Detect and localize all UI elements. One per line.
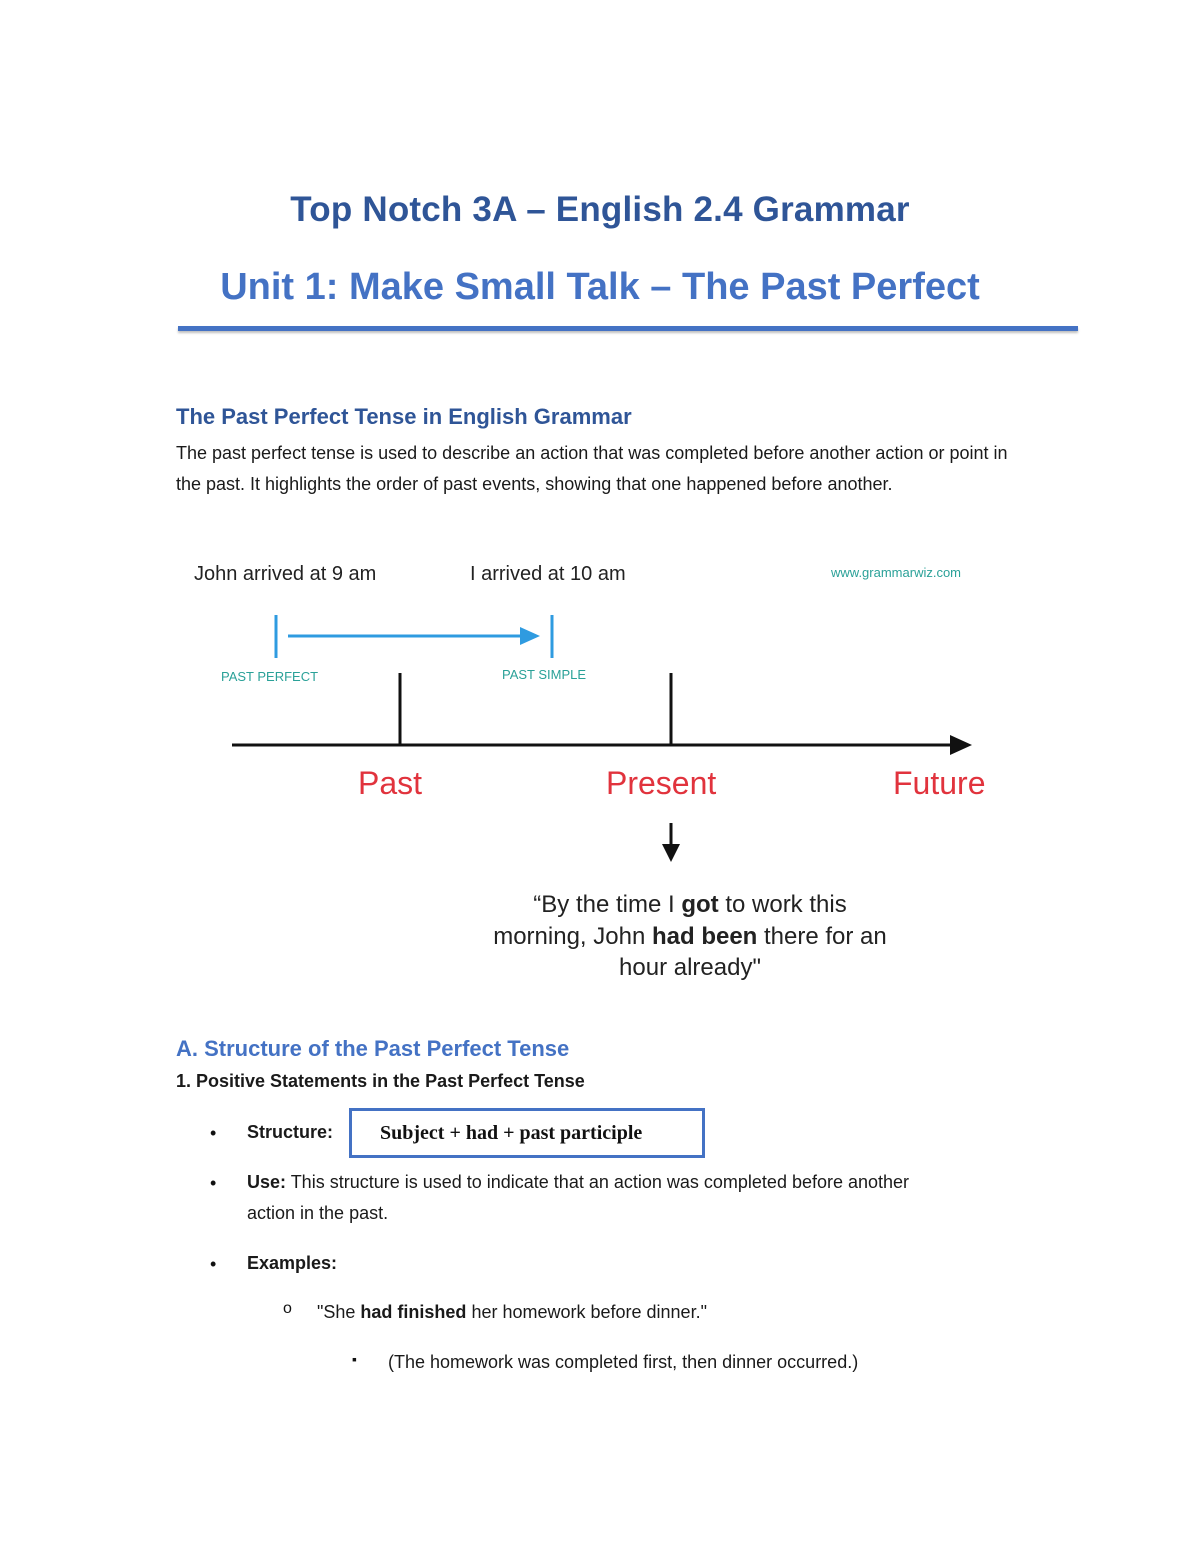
document-subtitle: Unit 1: Make Small Talk – The Past Perfect bbox=[220, 266, 980, 308]
bullet-disc: • bbox=[210, 1173, 217, 1193]
timeline-future-label: Future bbox=[893, 765, 986, 801]
past-perfect-label: PAST PERFECT bbox=[221, 669, 319, 684]
use-label: Use: bbox=[247, 1172, 287, 1192]
use-text-line-1: This structure is used to indicate that an action was completed before another bbox=[286, 1172, 910, 1192]
example-post: her homework before dinner." bbox=[466, 1302, 707, 1322]
intro-paragraph: The past perfect tense is used to describe an action that was completed before another action or point in the past. It highlights the order of past events, showing that one happened before another. bbox=[176, 443, 1008, 494]
past-perfect-timeline-diagram bbox=[0, 540, 1200, 1000]
diagram-watermark: www.grammarwiz.com bbox=[831, 565, 962, 580]
examples-label: Examples: bbox=[247, 1253, 338, 1273]
example-explanation: (The homework was completed first, then dinner occurred.) bbox=[388, 1352, 859, 1372]
section-a-subheading: 1. Positive Statements in the Past Perfect Tense bbox=[176, 1071, 585, 1091]
intro-heading: The Past Perfect Tense in English Grammar bbox=[176, 404, 632, 429]
bullet-disc: • bbox=[210, 1254, 217, 1274]
use-paragraph bbox=[247, 1167, 1027, 1228]
down-arrow-head bbox=[662, 844, 680, 862]
bullet-square: ▪ bbox=[352, 1351, 357, 1367]
label-i-arrived: I arrived at 10 am bbox=[470, 563, 626, 585]
timeline-arrow-head bbox=[950, 735, 972, 755]
structure-label: Structure: bbox=[247, 1122, 334, 1142]
example-pre: "She bbox=[317, 1302, 361, 1322]
timeline-present-label: Present bbox=[606, 765, 717, 801]
bullet-disc: • bbox=[210, 1123, 217, 1143]
sequence-arrow-head bbox=[520, 627, 540, 645]
use-text-line-2: action in the past. bbox=[247, 1202, 389, 1223]
quote-line-2: morning, John had been there for an bbox=[493, 923, 887, 950]
quote-line-3: hour already" bbox=[619, 954, 761, 981]
label-john-arrived: John arrived at 9 am bbox=[194, 563, 377, 585]
past-simple-label: PAST SIMPLE bbox=[502, 667, 587, 682]
document-title: Top Notch 3A – English 2.4 Grammar bbox=[290, 190, 910, 229]
title-divider bbox=[178, 326, 1078, 331]
example-sentence bbox=[317, 1297, 707, 1328]
quote-line-1: “By the time I got to work this bbox=[533, 891, 847, 918]
example-bold: had finished bbox=[360, 1302, 467, 1322]
structure-formula-box: Subject + had + past participle bbox=[349, 1108, 705, 1158]
bullet-circle: o bbox=[283, 1300, 292, 1317]
section-a-heading: A. Structure of the Past Perfect Tense bbox=[176, 1036, 570, 1061]
timeline-past-label: Past bbox=[358, 765, 423, 801]
